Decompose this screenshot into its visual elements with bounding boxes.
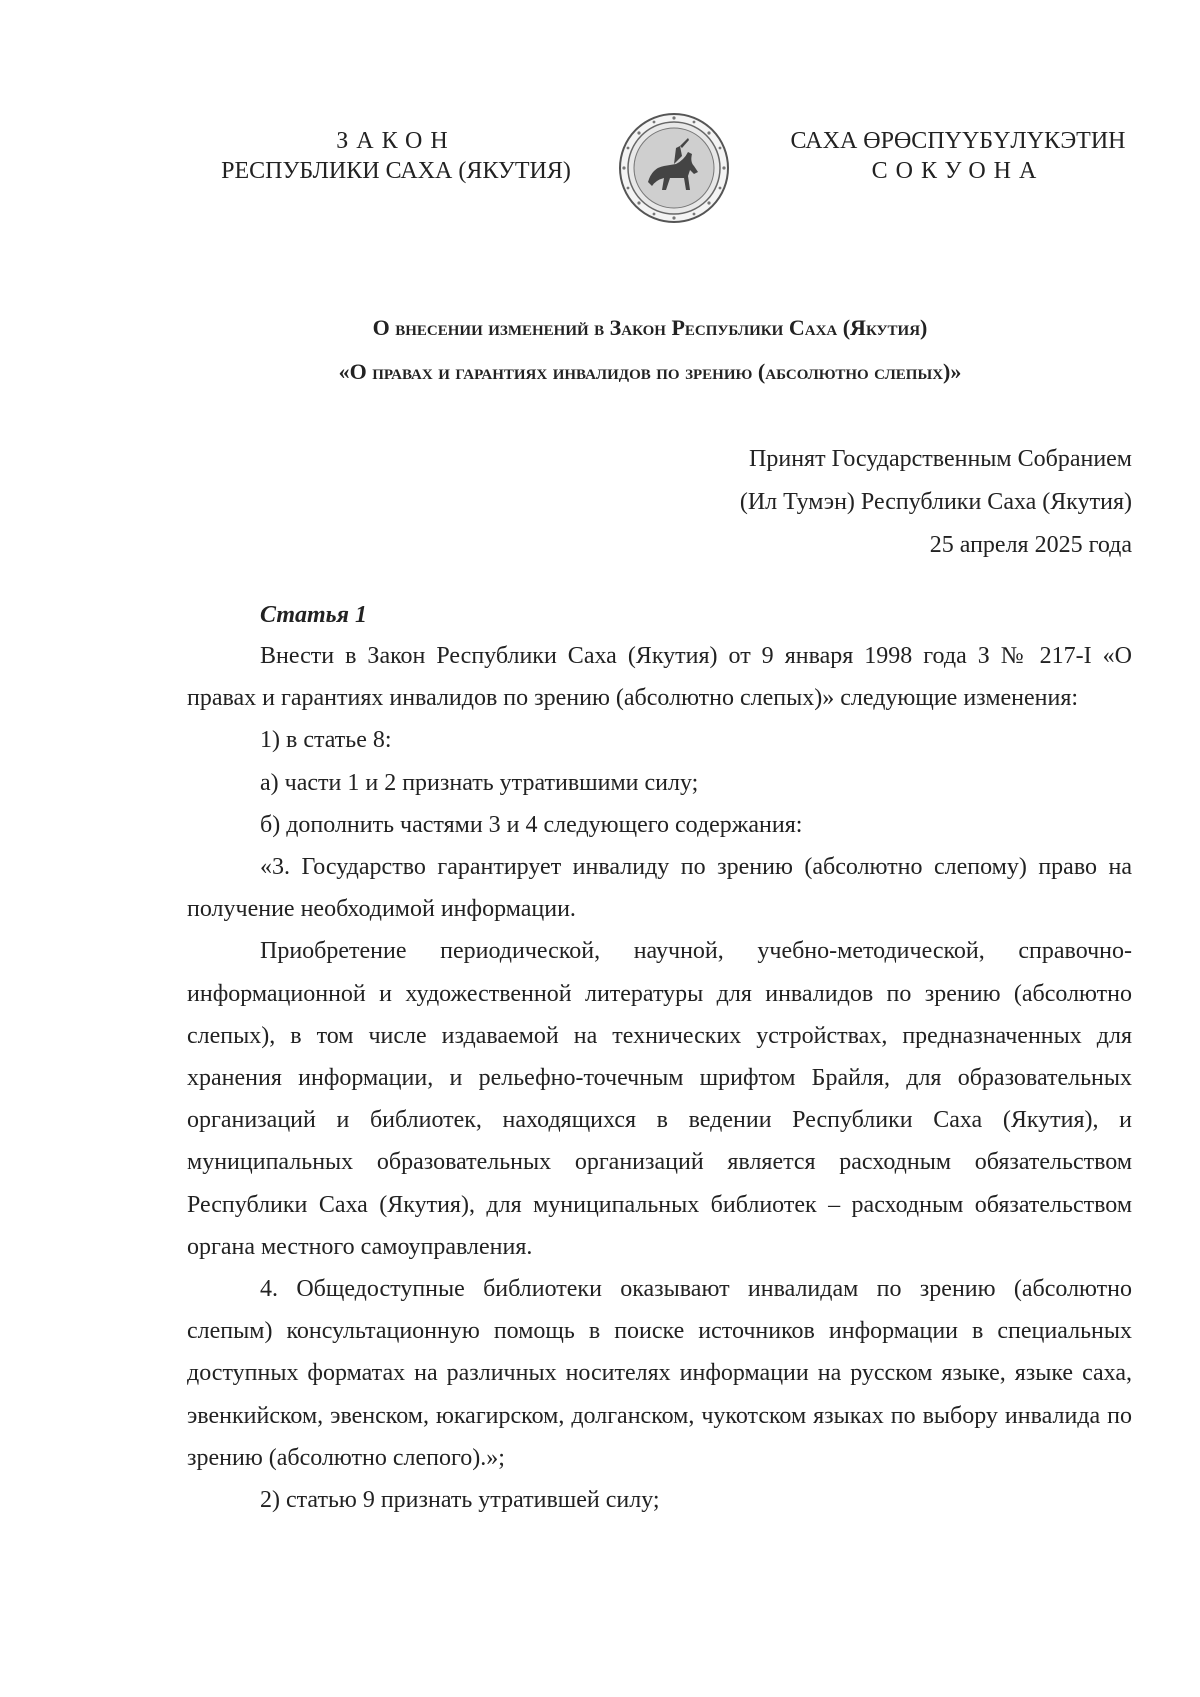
header-sakha-law-word: СОКУОНА xyxy=(871,158,1045,184)
header-sakha-republic: САХА ӨРӨСПҮҮБҮЛҮКЭТИН xyxy=(790,128,1126,154)
paragraph: б) дополнить частями 3 и 4 следующего содержания: xyxy=(260,811,803,838)
adoption-date: 25 апреля 2025 года xyxy=(929,532,1132,558)
paragraph: «3. Государство гарантирует инвалиду по зрению (абсолютно слепому) право на получение необходимой информации. xyxy=(187,854,1132,923)
header-republic-name: РЕСПУБЛИКИ САХА (ЯКУТИЯ) xyxy=(221,158,571,184)
paragraph: Внести в Закон Республики Саха (Якутия) от 9 января 1998 года З № 217-I «О правах и гарантиях инвалидов по зрению (абсолютно слепых)» следующие изменения: xyxy=(187,643,1132,712)
adoption-line-2: (Ил Тумэн) Республики Саха (Якутия) xyxy=(739,489,1132,515)
paragraph: 1) в статье 8: xyxy=(260,727,392,754)
title-line-1: О внесении изменений в Закон Республики Саха (Якутия) xyxy=(372,315,928,340)
article-heading: Статья 1 xyxy=(260,602,368,628)
paragraph: 4. Общедоступные библиотеки оказывают инвалидам по зрению (абсолютно слепым) консультационную помощь в поиске источников информации в специальных доступных форматах на различных носителях информации на русском языке, языке саха, эвенкийском, эвенском, юкагирском, долганском, чукотском языках по выбору инвалида по зрению (абсолютно слепого).»; xyxy=(187,1276,1132,1471)
adoption-block xyxy=(532,438,1132,567)
header-law-word: ЗАКОН xyxy=(336,128,456,154)
title-line-2: «О правах и гарантиях инвалидов по зрению (абсолютно слепых)» xyxy=(338,359,962,384)
document-title xyxy=(150,306,1150,394)
coat-of-arms-emblem-icon xyxy=(618,112,730,224)
adoption-line-1: Принят Государственным Собранием xyxy=(749,446,1132,472)
paragraph: Приобретение периодической, научной, учебно-методической, справочно-информационной и художественной литературы для инвалидов по зрению (абсолютно слепых), в том числе издаваемой на технических устройствах, предназначенных для хранения информации, и рельефно-точечным шрифтом Брайля, для образовательных организаций и библиотек, находящихся в ведении Республики Саха (Якутия), и муниципальных образовательных организаций является расходным обязательством Республики Саха (Якутия), для муниципальных библиотек – расходным обязательством органа местного самоуправления. xyxy=(187,938,1132,1260)
paragraph: а) части 1 и 2 признать утратившими силу; xyxy=(260,769,699,796)
article-body xyxy=(187,635,1132,1521)
header-right xyxy=(775,126,1141,186)
paragraph: 2) статью 9 признать утратившей силу; xyxy=(260,1487,660,1514)
header-left xyxy=(210,126,582,186)
